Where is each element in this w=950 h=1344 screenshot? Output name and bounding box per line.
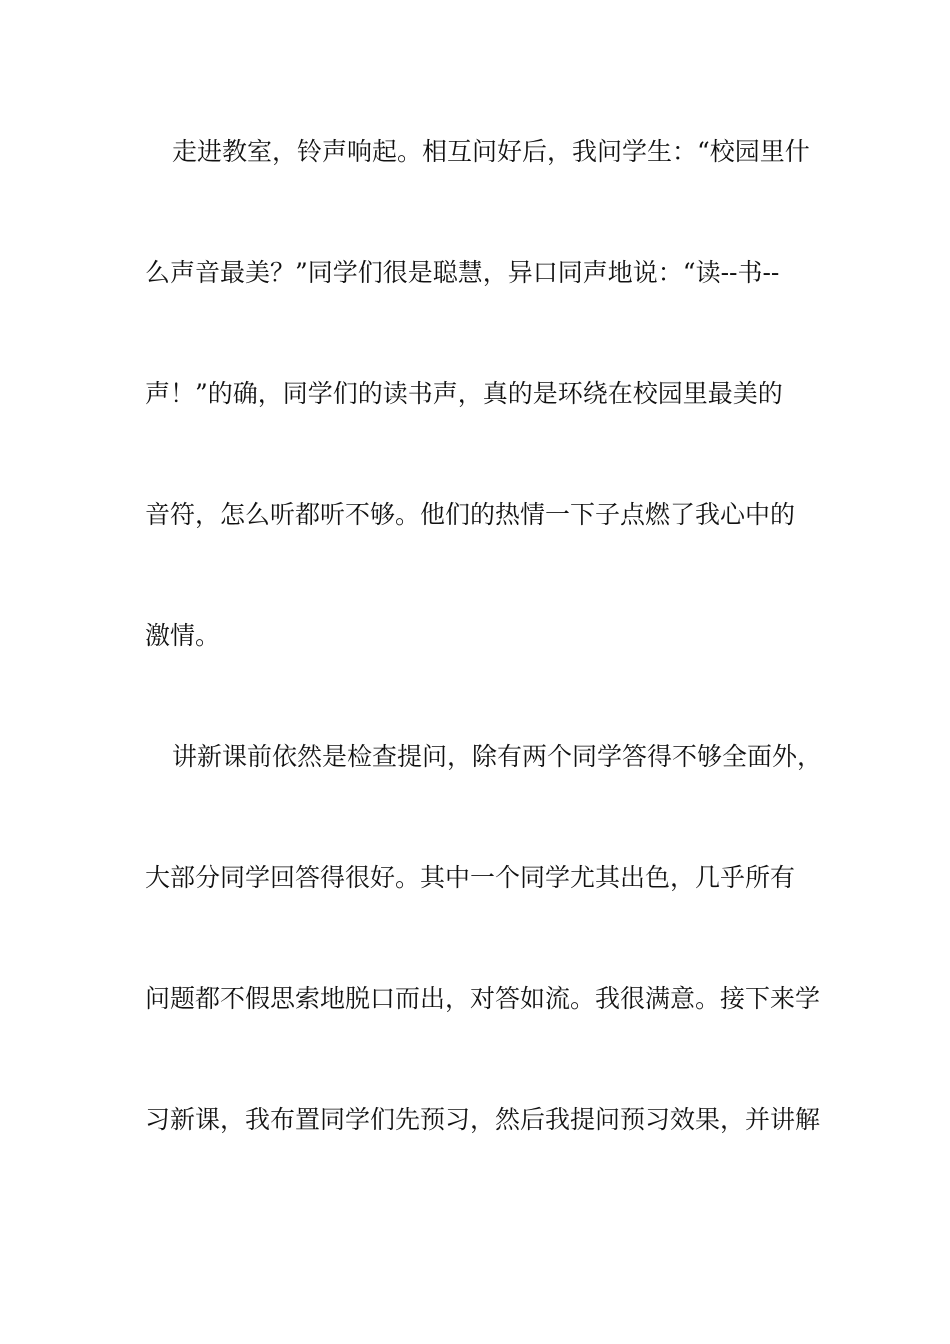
paragraph-1-line-5: 激情。 bbox=[145, 621, 221, 650]
paragraph-1-line-2: 么声音最美？”同学们很是聪慧，异口同声地说：“读--书-- bbox=[145, 258, 780, 287]
paragraph-2-line-1: 讲新课前依然是检查提问，除有两个同学答得不够全面外， bbox=[172, 742, 823, 771]
paragraph-2-line-2: 大部分同学回答得很好。其中一个同学尤其出色，几乎所有 bbox=[145, 863, 796, 892]
paragraph-1-line-3: 声！”的确，同学们的读书声，真的是环绕在校园里最美的 bbox=[145, 379, 783, 408]
paragraph-2-line-4: 习新课，我布置同学们先预习，然后我提问预习效果，并讲解 bbox=[145, 1105, 821, 1134]
paragraph-2-line-3: 问题都不假思索地脱口而出，对答如流。我很满意。接下来学 bbox=[145, 984, 821, 1013]
paragraph-1-line-1: 走进教室，铃声响起。相互问好后，我问学生：“校园里什 bbox=[172, 137, 810, 166]
paragraph-1-line-4: 音符，怎么听都听不够。他们的热情一下子点燃了我心中的 bbox=[145, 500, 796, 529]
